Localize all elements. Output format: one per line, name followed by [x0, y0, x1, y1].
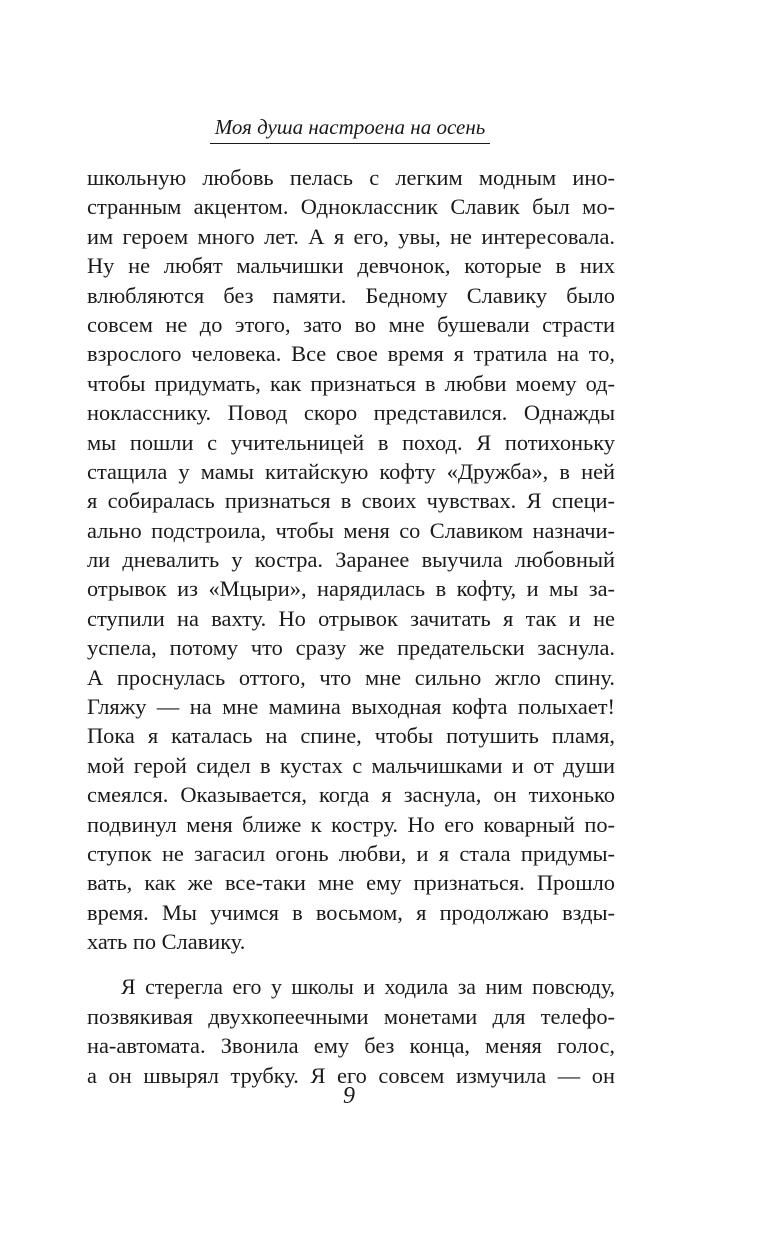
text-line: ли дневалить у костра. Заранее выучила любовный	[87, 547, 615, 573]
text-line: а он швырял трубку. Я его совсем измучила — он	[87, 1062, 615, 1088]
text-line: отрывок из «Мцыри», нарядилась в кофту, и мы за-	[87, 576, 615, 602]
paragraph-gap	[87, 957, 615, 973]
text-line: на-автомата. Звонила ему без конца, меняя голос,	[87, 1033, 615, 1059]
running-header-title: Моя душа настроена на осень	[214, 115, 486, 139]
text-line: вать, как же все-таки мне ему признаться. Прошло	[87, 870, 615, 896]
text-line: ступок не загасил огонь любви, и я стала придумы-	[87, 840, 615, 866]
text-line: ально подстроила, чтобы меня со Славиком назначи-	[87, 517, 615, 543]
text-line: хать по Славику.	[87, 929, 246, 955]
text-line: нокласснику. Повод скоро представился. Однажды	[87, 400, 615, 426]
text-line: смеялся. Оказывается, когда я заснула, он тихонько	[87, 782, 615, 808]
text-line: странным акцентом. Одноклассник Славик был мо-	[87, 194, 615, 220]
text-line: совсем не до этого, зато во мне бушевали страсти	[87, 311, 615, 337]
text-line: стащила у мамы китайскую кофту «Дружба», в ней	[87, 458, 615, 484]
text-line: школьную любовь пелась с легким модным ино-	[87, 165, 615, 190]
text-line: я собиралась признаться в своих чувствах. Я специ-	[87, 488, 615, 514]
text-line: взрослого человека. Все свое время я тратила на то,	[87, 341, 615, 367]
text-line: время. Мы учимся в восьмом, я продолжаю взды-	[87, 899, 615, 925]
text-line: успела, потому что сразу же предательски заснула.	[87, 635, 615, 661]
text-line: мы пошли с учительницей в поход. Я потихоньку	[87, 429, 615, 455]
text-line: чтобы придумать, как признаться в любви моему од-	[87, 370, 615, 396]
paragraph	[87, 973, 615, 1091]
body-text	[87, 163, 615, 1090]
text-line: им героем много лет. А я его, увы, не интересовала.	[87, 223, 615, 249]
text-line: Гляжу — на мне мамина выходная кофта полыхает!	[87, 694, 615, 720]
page-number: 9	[343, 1083, 355, 1109]
text-line: Пока я каталась на спине, чтобы потушить пламя,	[87, 723, 615, 749]
text-line: ступили на вахту. Но отрывок зачитать я так и не	[87, 605, 615, 631]
text-line: Я стерегла его у школы и ходила за ним повсюду,	[121, 974, 615, 999]
running-header	[210, 113, 490, 144]
text-line: А проснулась оттого, что мне сильно жгло спину.	[87, 664, 615, 690]
text-line: влюбляются без памяти. Бедному Славику было	[87, 282, 615, 308]
text-line: позвякивая двухкопеечными монетами для телефо-	[87, 1003, 615, 1029]
text-line: подвинул меня ближе к костру. Но его коварный по-	[87, 811, 615, 837]
header-rule	[210, 143, 490, 144]
text-line: мой герой сидел в кустах с мальчишками и от души	[87, 752, 615, 778]
text-line: Ну не любят мальчишки девчонок, которые в них	[87, 253, 615, 279]
paragraph	[87, 163, 615, 957]
